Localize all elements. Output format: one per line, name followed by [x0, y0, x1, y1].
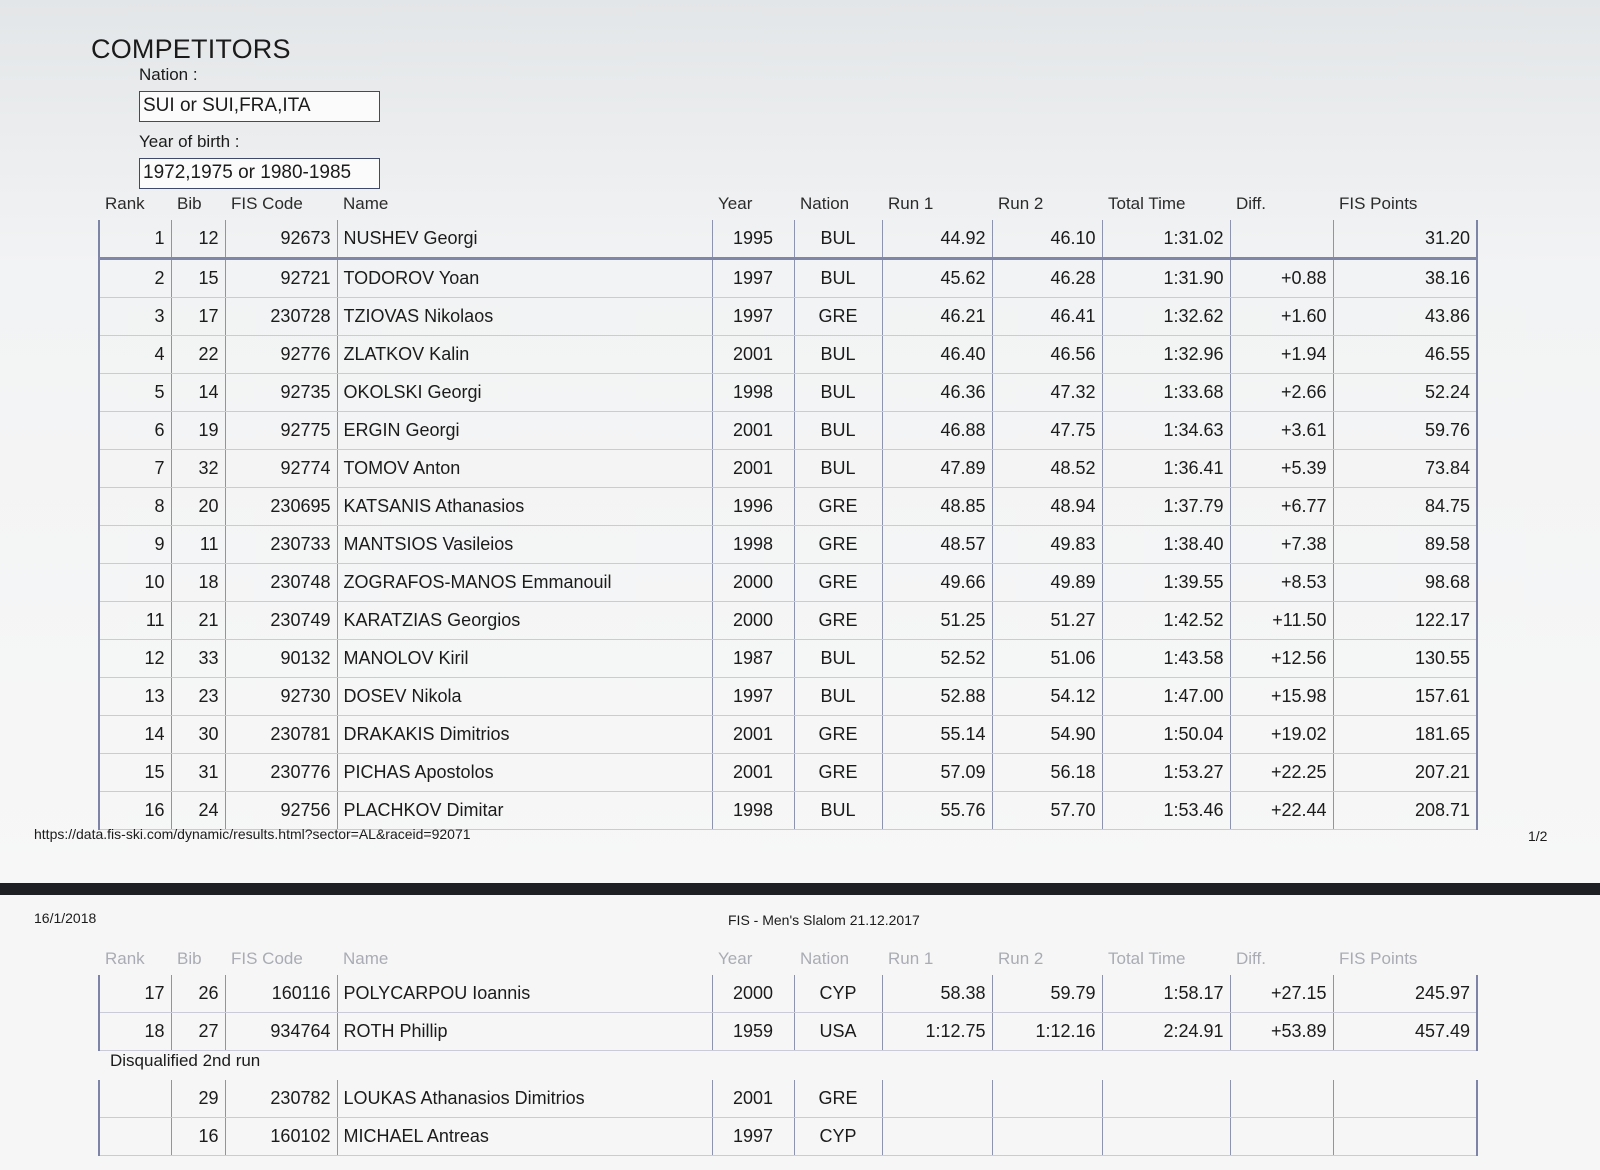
table-row	[99, 1013, 1477, 1051]
cell-name: KARATZIAS Georgios	[337, 602, 712, 640]
cell-run2: 57.70	[992, 792, 1102, 830]
cell-nation: BUL	[794, 450, 882, 488]
cell-name: MANOLOV Kiril	[337, 640, 712, 678]
cell-total: 1:31.02	[1102, 220, 1230, 259]
disqualified-table	[98, 1080, 1478, 1156]
column-header-diff: Diff.	[1236, 194, 1266, 213]
cell-code: 92673	[225, 220, 337, 259]
cell-year: 1998	[712, 374, 794, 412]
cell-bib: 11	[171, 526, 225, 564]
cell-diff: +5.39	[1230, 450, 1333, 488]
cell-diff: +0.88	[1230, 259, 1333, 298]
cell-year: 1996	[712, 488, 794, 526]
cell-year: 2001	[712, 450, 794, 488]
cell-run1: 58.38	[882, 975, 992, 1013]
cell-diff: +8.53	[1230, 564, 1333, 602]
cell-nation: GRE	[794, 564, 882, 602]
cell-run1: 52.52	[882, 640, 992, 678]
cell-diff	[1230, 1080, 1333, 1118]
cell-rank: 14	[99, 716, 171, 754]
cell-run1: 57.09	[882, 754, 992, 792]
cell-year: 2001	[712, 336, 794, 374]
cell-year: 1997	[712, 298, 794, 336]
print-date: 16/1/2018	[34, 910, 97, 926]
cell-bib: 24	[171, 792, 225, 830]
cell-run1: 46.21	[882, 298, 992, 336]
cell-name: DRAKAKIS Dimitrios	[337, 716, 712, 754]
cell-bib: 27	[171, 1013, 225, 1051]
cell-bib: 22	[171, 336, 225, 374]
cell-diff: +3.61	[1230, 412, 1333, 450]
cell-run2: 46.28	[992, 259, 1102, 298]
table-row	[99, 526, 1477, 564]
column-header-bib: Bib	[177, 194, 202, 213]
cell-run1: 55.76	[882, 792, 992, 830]
cell-name: LOUKAS Athanasios Dimitrios	[337, 1080, 712, 1118]
cell-code: 230781	[225, 716, 337, 754]
cell-bib: 32	[171, 450, 225, 488]
cell-total: 1:43.58	[1102, 640, 1230, 678]
cell-nation: BUL	[794, 792, 882, 830]
cell-run2: 46.41	[992, 298, 1102, 336]
cell-run2: 51.06	[992, 640, 1102, 678]
table-row	[99, 1118, 1477, 1156]
column-header-year: Year	[718, 194, 753, 213]
cell-points: 130.55	[1333, 640, 1477, 678]
cell-bib: 21	[171, 602, 225, 640]
cell-bib: 18	[171, 564, 225, 602]
cell-total: 1:31.90	[1102, 259, 1230, 298]
cell-run1: 46.88	[882, 412, 992, 450]
cell-rank	[99, 1118, 171, 1156]
page-number: 1/2	[1528, 828, 1548, 844]
cell-nation: BUL	[794, 336, 882, 374]
cell-run2: 48.52	[992, 450, 1102, 488]
cell-total: 1:47.00	[1102, 678, 1230, 716]
cell-code: 160102	[225, 1118, 337, 1156]
cell-bib: 16	[171, 1118, 225, 1156]
table-row	[99, 716, 1477, 754]
cell-rank: 15	[99, 754, 171, 792]
cell-diff: +22.44	[1230, 792, 1333, 830]
cell-nation: BUL	[794, 220, 882, 259]
cell-total: 1:34.63	[1102, 412, 1230, 450]
cell-rank: 17	[99, 975, 171, 1013]
cell-bib: 31	[171, 754, 225, 792]
cell-nation: BUL	[794, 412, 882, 450]
cell-run1: 1:12.75	[882, 1013, 992, 1051]
cell-points: 38.16	[1333, 259, 1477, 298]
cell-points	[1333, 1118, 1477, 1156]
cell-name: MANTSIOS Vasileios	[337, 526, 712, 564]
cell-nation: GRE	[794, 716, 882, 754]
table-row	[99, 412, 1477, 450]
cell-bib: 30	[171, 716, 225, 754]
cell-year: 1997	[712, 1118, 794, 1156]
cell-year: 1987	[712, 640, 794, 678]
cell-run2: 49.89	[992, 564, 1102, 602]
cell-total: 1:36.41	[1102, 450, 1230, 488]
column-header-run2: Run 2	[998, 949, 1044, 968]
cell-run1: 48.57	[882, 526, 992, 564]
cell-code: 230695	[225, 488, 337, 526]
cell-points: 181.65	[1333, 716, 1477, 754]
cell-name: PICHAS Apostolos	[337, 754, 712, 792]
cell-run2: 54.90	[992, 716, 1102, 754]
cell-code: 92775	[225, 412, 337, 450]
column-header-diff: Diff.	[1236, 949, 1266, 968]
cell-code: 230749	[225, 602, 337, 640]
table-header-row	[99, 180, 1477, 220]
cell-nation: BUL	[794, 678, 882, 716]
cell-rank: 7	[99, 450, 171, 488]
cell-code: 92730	[225, 678, 337, 716]
cell-diff: +12.56	[1230, 640, 1333, 678]
cell-run2: 54.12	[992, 678, 1102, 716]
column-header-nation: Nation	[800, 194, 850, 213]
table-row	[99, 640, 1477, 678]
cell-year: 2001	[712, 1080, 794, 1118]
cell-points: 73.84	[1333, 450, 1477, 488]
cell-year: 2000	[712, 564, 794, 602]
table-row	[99, 259, 1477, 298]
cell-nation: BUL	[794, 374, 882, 412]
cell-rank: 18	[99, 1013, 171, 1051]
cell-total: 1:53.27	[1102, 754, 1230, 792]
cell-run1: 48.85	[882, 488, 992, 526]
cell-rank: 10	[99, 564, 171, 602]
cell-run1	[882, 1118, 992, 1156]
cell-total: 1:33.68	[1102, 374, 1230, 412]
cell-rank: 2	[99, 259, 171, 298]
cell-total: 1:32.96	[1102, 336, 1230, 374]
cell-code: 92735	[225, 374, 337, 412]
year-filter-input[interactable]: 1972,1975 or 1980-1985	[139, 158, 380, 189]
cell-code: 90132	[225, 640, 337, 678]
cell-name: TZIOVAS Nikolaos	[337, 298, 712, 336]
cell-rank: 9	[99, 526, 171, 564]
cell-code: 230782	[225, 1080, 337, 1118]
cell-run2: 47.32	[992, 374, 1102, 412]
cell-total: 1:32.62	[1102, 298, 1230, 336]
cell-points: 89.58	[1333, 526, 1477, 564]
cell-year: 1997	[712, 678, 794, 716]
cell-run2	[992, 1080, 1102, 1118]
cell-name: ZLATKOV Kalin	[337, 336, 712, 374]
cell-year: 2000	[712, 602, 794, 640]
column-header-rank: Rank	[105, 194, 145, 213]
cell-code: 230776	[225, 754, 337, 792]
cell-points: 207.21	[1333, 754, 1477, 792]
cell-run1: 47.89	[882, 450, 992, 488]
cell-diff: +2.66	[1230, 374, 1333, 412]
cell-bib: 15	[171, 259, 225, 298]
cell-points: 98.68	[1333, 564, 1477, 602]
cell-diff: +53.89	[1230, 1013, 1333, 1051]
cell-bib: 29	[171, 1080, 225, 1118]
cell-name: ERGIN Georgi	[337, 412, 712, 450]
cell-run1: 44.92	[882, 220, 992, 259]
cell-year: 1959	[712, 1013, 794, 1051]
column-header-year: Year	[718, 949, 753, 968]
cell-total: 1:39.55	[1102, 564, 1230, 602]
cell-diff: +11.50	[1230, 602, 1333, 640]
cell-points: 43.86	[1333, 298, 1477, 336]
cell-name: ROTH Phillip	[337, 1013, 712, 1051]
cell-diff	[1230, 220, 1333, 259]
cell-run2: 46.10	[992, 220, 1102, 259]
cell-bib: 26	[171, 975, 225, 1013]
cell-points: 31.20	[1333, 220, 1477, 259]
cell-code: 92776	[225, 336, 337, 374]
column-header-run1: Run 1	[888, 194, 934, 213]
cell-run2: 46.56	[992, 336, 1102, 374]
cell-name: KATSANIS Athanasios	[337, 488, 712, 526]
cell-total	[1102, 1080, 1230, 1118]
cell-name: OKOLSKI Georgi	[337, 374, 712, 412]
column-header-total: Total Time	[1108, 194, 1186, 213]
cell-total: 1:50.04	[1102, 716, 1230, 754]
cell-total: 1:38.40	[1102, 526, 1230, 564]
table-header-row	[99, 935, 1477, 975]
table-row	[99, 564, 1477, 602]
cell-bib: 20	[171, 488, 225, 526]
cell-name: MICHAEL Antreas	[337, 1118, 712, 1156]
column-header-nation: Nation	[800, 949, 850, 968]
cell-points: 59.76	[1333, 412, 1477, 450]
column-header-name: Name	[343, 949, 389, 968]
cell-rank: 5	[99, 374, 171, 412]
cell-code: 934764	[225, 1013, 337, 1051]
cell-nation: GRE	[794, 526, 882, 564]
cell-run1: 52.88	[882, 678, 992, 716]
table-row	[99, 975, 1477, 1013]
column-header-points: FIS Points	[1339, 949, 1418, 968]
cell-diff: +22.25	[1230, 754, 1333, 792]
table-row	[99, 754, 1477, 792]
cell-code: 92756	[225, 792, 337, 830]
cell-bib: 23	[171, 678, 225, 716]
cell-code: 92774	[225, 450, 337, 488]
cell-run2: 48.94	[992, 488, 1102, 526]
cell-total: 1:42.52	[1102, 602, 1230, 640]
cell-diff: +19.02	[1230, 716, 1333, 754]
column-header-code: FIS Code	[231, 194, 303, 213]
cell-total: 1:58.17	[1102, 975, 1230, 1013]
cell-code: 230748	[225, 564, 337, 602]
cell-run1: 51.25	[882, 602, 992, 640]
cell-diff: +15.98	[1230, 678, 1333, 716]
cell-nation: CYP	[794, 1118, 882, 1156]
cell-rank: 16	[99, 792, 171, 830]
page-divider	[0, 883, 1600, 895]
table-row	[99, 602, 1477, 640]
cell-run1: 55.14	[882, 716, 992, 754]
cell-rank: 6	[99, 412, 171, 450]
cell-rank	[99, 1080, 171, 1118]
cell-diff: +6.77	[1230, 488, 1333, 526]
table-row	[99, 678, 1477, 716]
cell-nation: GRE	[794, 488, 882, 526]
cell-run1: 46.36	[882, 374, 992, 412]
cell-name: POLYCARPOU Ioannis	[337, 975, 712, 1013]
table-row	[99, 450, 1477, 488]
cell-total: 1:37.79	[1102, 488, 1230, 526]
cell-diff: +1.94	[1230, 336, 1333, 374]
cell-rank: 11	[99, 602, 171, 640]
cell-points: 52.24	[1333, 374, 1477, 412]
cell-nation: GRE	[794, 1080, 882, 1118]
table-row	[99, 374, 1477, 412]
cell-name: PLACHKOV Dimitar	[337, 792, 712, 830]
column-header-rank: Rank	[105, 949, 145, 968]
cell-diff: +7.38	[1230, 526, 1333, 564]
cell-total	[1102, 1118, 1230, 1156]
cell-year: 2001	[712, 716, 794, 754]
cell-diff: +27.15	[1230, 975, 1333, 1013]
cell-run1	[882, 1080, 992, 1118]
cell-code: 230728	[225, 298, 337, 336]
cell-year: 1997	[712, 259, 794, 298]
cell-run2: 59.79	[992, 975, 1102, 1013]
results-table-continued	[98, 935, 1478, 1051]
cell-nation: GRE	[794, 602, 882, 640]
cell-year: 1995	[712, 220, 794, 259]
disqualified-label: Disqualified 2nd run	[110, 1051, 261, 1070]
cell-code: 92721	[225, 259, 337, 298]
cell-points: 208.71	[1333, 792, 1477, 830]
table-row	[99, 488, 1477, 526]
cell-nation: CYP	[794, 975, 882, 1013]
column-header-name: Name	[343, 194, 389, 213]
column-header-points: FIS Points	[1339, 194, 1418, 213]
cell-run2: 47.75	[992, 412, 1102, 450]
cell-nation: USA	[794, 1013, 882, 1051]
cell-points: 157.61	[1333, 678, 1477, 716]
nation-filter-label: Nation :	[139, 65, 198, 84]
cell-name: TODOROV Yoan	[337, 259, 712, 298]
cell-points: 122.17	[1333, 602, 1477, 640]
cell-year: 2001	[712, 412, 794, 450]
cell-bib: 12	[171, 220, 225, 259]
table-row	[99, 1080, 1477, 1118]
cell-nation: GRE	[794, 298, 882, 336]
column-header-code: FIS Code	[231, 949, 303, 968]
cell-year: 2000	[712, 975, 794, 1013]
column-header-run2: Run 2	[998, 194, 1044, 213]
cell-rank: 3	[99, 298, 171, 336]
nation-filter-input[interactable]: SUI or SUI,FRA,ITA	[139, 91, 380, 122]
cell-nation: BUL	[794, 640, 882, 678]
cell-bib: 33	[171, 640, 225, 678]
table-row	[99, 336, 1477, 374]
cell-year: 1998	[712, 792, 794, 830]
cell-run2: 56.18	[992, 754, 1102, 792]
cell-code: 230733	[225, 526, 337, 564]
cell-total: 2:24.91	[1102, 1013, 1230, 1051]
cell-rank: 12	[99, 640, 171, 678]
page-title: COMPETITORS	[91, 34, 291, 64]
column-header-total: Total Time	[1108, 949, 1186, 968]
cell-points: 46.55	[1333, 336, 1477, 374]
cell-bib: 14	[171, 374, 225, 412]
cell-total: 1:53.46	[1102, 792, 1230, 830]
cell-bib: 19	[171, 412, 225, 450]
cell-diff	[1230, 1118, 1333, 1156]
cell-name: DOSEV Nikola	[337, 678, 712, 716]
year-filter-label: Year of birth :	[139, 132, 240, 151]
cell-nation: GRE	[794, 754, 882, 792]
cell-rank: 8	[99, 488, 171, 526]
cell-run2: 1:12.16	[992, 1013, 1102, 1051]
table-row	[99, 298, 1477, 336]
cell-run1: 49.66	[882, 564, 992, 602]
column-header-bib: Bib	[177, 949, 202, 968]
cell-points: 84.75	[1333, 488, 1477, 526]
cell-year: 2001	[712, 754, 794, 792]
cell-run1: 45.62	[882, 259, 992, 298]
cell-year: 1998	[712, 526, 794, 564]
cell-name: NUSHEV Georgi	[337, 220, 712, 259]
cell-run2: 51.27	[992, 602, 1102, 640]
cell-name: TOMOV Anton	[337, 450, 712, 488]
cell-code: 160116	[225, 975, 337, 1013]
cell-run2: 49.83	[992, 526, 1102, 564]
table-row	[99, 792, 1477, 830]
column-header-run1: Run 1	[888, 949, 934, 968]
cell-points: 245.97	[1333, 975, 1477, 1013]
cell-rank: 13	[99, 678, 171, 716]
cell-diff: +1.60	[1230, 298, 1333, 336]
cell-rank: 1	[99, 220, 171, 259]
results-table	[98, 180, 1478, 830]
table-row	[99, 220, 1477, 259]
cell-bib: 17	[171, 298, 225, 336]
cell-nation: BUL	[794, 259, 882, 298]
cell-run2	[992, 1118, 1102, 1156]
cell-run1: 46.40	[882, 336, 992, 374]
cell-name: ZOGRAFOS-MANOS Emmanouil	[337, 564, 712, 602]
cell-rank: 4	[99, 336, 171, 374]
cell-points	[1333, 1080, 1477, 1118]
cell-points: 457.49	[1333, 1013, 1477, 1051]
race-title: FIS - Men's Slalom 21.12.2017	[728, 912, 920, 928]
page-url: https://data.fis-ski.com/dynamic/results.html?sector=AL&raceid=92071	[34, 826, 471, 842]
